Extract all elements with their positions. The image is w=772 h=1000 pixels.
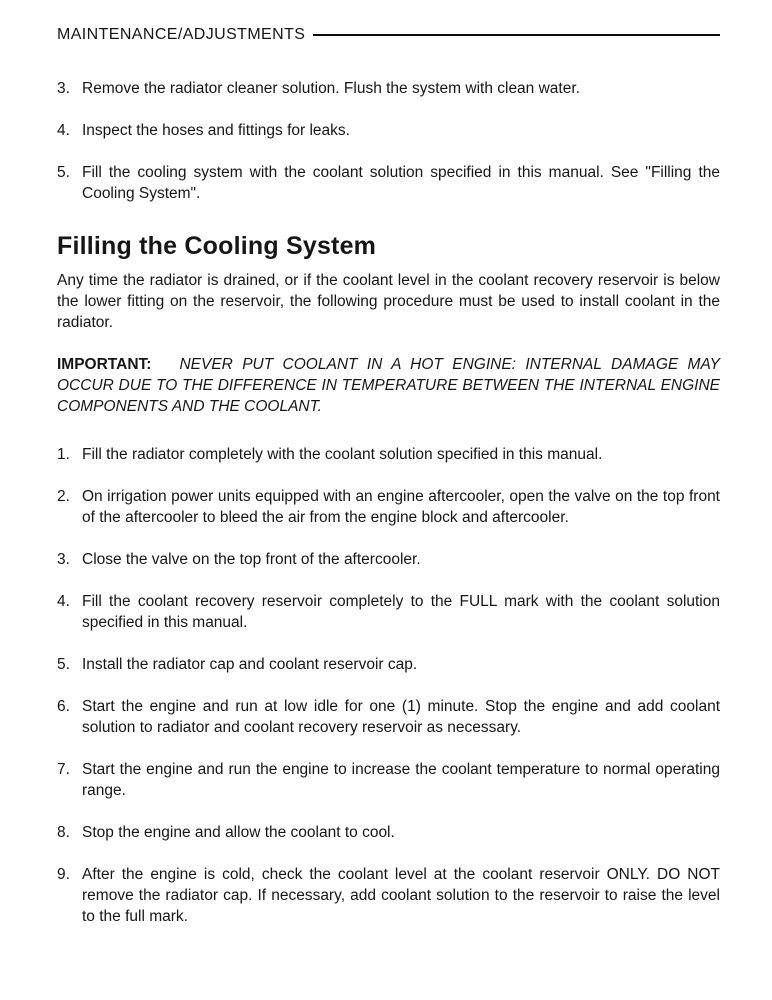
item-number: 4.	[57, 122, 70, 139]
item-text: Remove the radiator cleaner solution. Flush the system with clean water.	[82, 80, 580, 97]
step-item	[57, 822, 720, 843]
step-item	[57, 549, 720, 570]
item-number: 3.	[57, 80, 70, 97]
step-number: 1.	[57, 446, 70, 463]
item-text: Inspect the hoses and fittings for leaks.	[82, 122, 350, 139]
step-item	[57, 444, 720, 465]
step-item	[57, 759, 720, 801]
step-item	[57, 864, 720, 927]
step-item	[57, 591, 720, 633]
important-note	[57, 354, 720, 417]
section-title: Filling the Cooling System	[57, 232, 377, 260]
step-item	[57, 654, 720, 675]
step-text: After the engine is cold, check the coolant level at the coolant reservoir ONLY. DO NOT remove the radiator cap. If necessary, add coolant solution to the reservoir to raise the level to the full mark.	[82, 866, 720, 925]
important-label: IMPORTANT:	[57, 356, 152, 373]
step-number: 7.	[57, 761, 70, 778]
step-text: Install the radiator cap and coolant reservoir cap.	[82, 656, 418, 673]
list-item	[57, 120, 720, 141]
procedure-steps	[57, 444, 720, 927]
step-number: 3.	[57, 551, 70, 568]
step-item	[57, 696, 720, 738]
list-item	[57, 78, 720, 99]
header-label: MAINTENANCE/ADJUSTMENTS	[57, 26, 306, 43]
step-item	[57, 486, 720, 528]
step-number: 5.	[57, 656, 70, 673]
intro-paragraph: Any time the radiator is drained, or if the coolant level in the coolant recovery reservoir is below the lower fitting on the reservoir, the following procedure must be used to install coolant in the radiator.	[57, 272, 720, 331]
item-text: Fill the cooling system with the coolant solution specified in this manual. See "Filling the Cooling System".	[82, 164, 720, 202]
step-text: Start the engine and run the engine to increase the coolant temperature to normal operating range.	[82, 761, 720, 799]
step-text: On irrigation power units equipped with an engine aftercooler, open the valve on the top front of the aftercooler to bleed the air from the engine block and aftercooler.	[82, 488, 720, 526]
page-header	[57, 24, 720, 45]
item-number: 5.	[57, 164, 70, 181]
step-text: Stop the engine and allow the coolant to cool.	[82, 824, 395, 841]
list-item	[57, 162, 720, 204]
step-text: Fill the coolant recovery reservoir completely to the FULL mark with the coolant solution specified in this manual.	[82, 593, 720, 631]
step-text: Fill the radiator completely with the coolant solution specified in this manual.	[82, 446, 603, 463]
step-number: 4.	[57, 593, 70, 610]
step-text: Close the valve on the top front of the aftercooler.	[82, 551, 421, 568]
header-rule	[313, 34, 720, 36]
important-text: NEVER PUT COOLANT IN A HOT ENGINE: INTERNAL DAMAGE MAY OCCUR DUE TO THE DIFFERENCE IN TEMPERATURE BETWEEN THE INTERNAL ENGINE COMPONENTS AND THE COOLANT.	[57, 356, 720, 415]
spacer	[161, 356, 170, 373]
step-number: 6.	[57, 698, 70, 715]
step-number: 8.	[57, 824, 70, 841]
step-number: 2.	[57, 488, 70, 505]
step-number: 9.	[57, 866, 70, 883]
step-text: Start the engine and run at low idle for one (1) minute. Stop the engine and add coolant solution to radiator and coolant recovery reservoir as necessary.	[82, 698, 720, 736]
